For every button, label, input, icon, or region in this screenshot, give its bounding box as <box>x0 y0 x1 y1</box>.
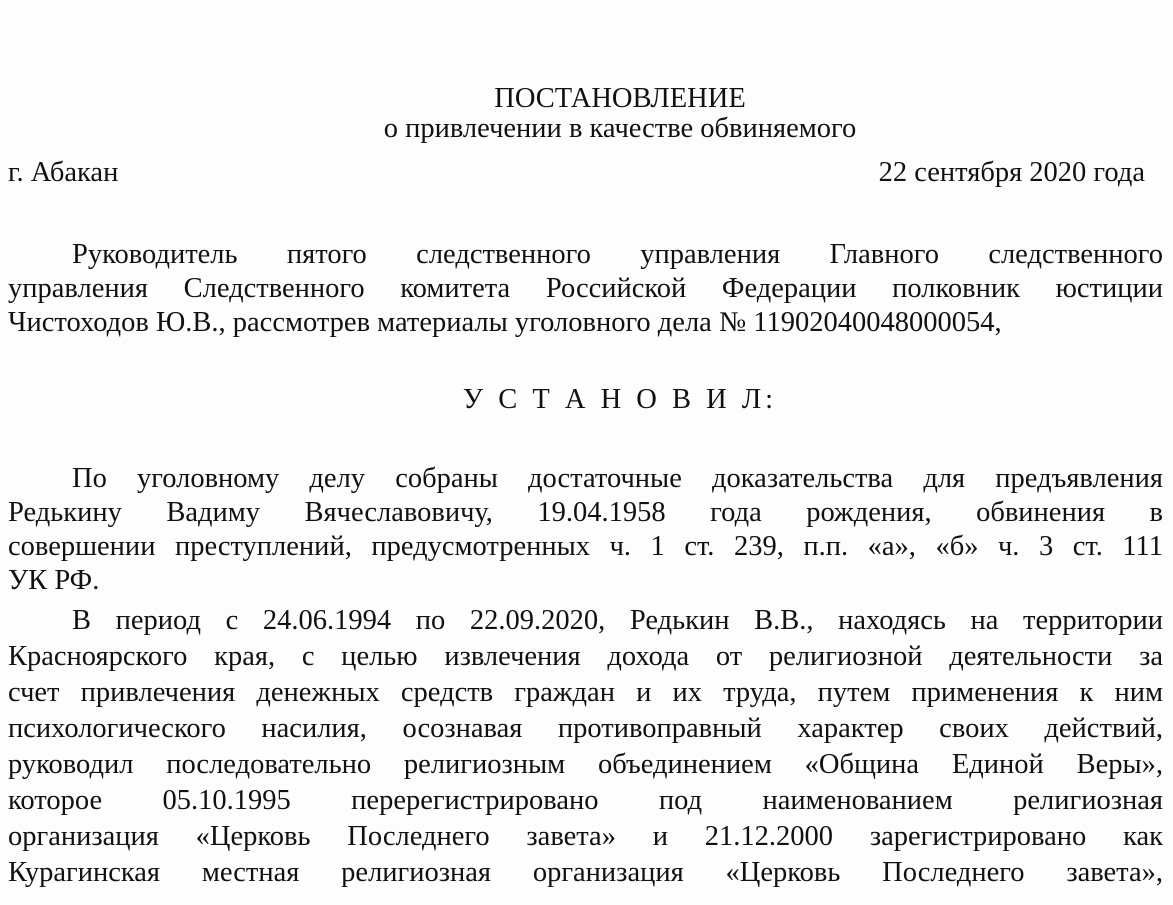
paragraph2-line: счет привлечения денежных средств граждан и их труда, путем применения к ним <box>8 677 1163 708</box>
intro-line: Чистоходов Ю.В., рассмотрев материалы уголовного дела № 11902040048000054, <box>8 307 1002 338</box>
paragraph2-line: Курагинская местная религиозная организация «Церковь Последнего завета», <box>8 857 1163 888</box>
paragraph1-line: совершении преступлений, предусмотренных ч. 1 ст. 239, п.п. «а», «б» ч. 3 ст. 111 <box>8 531 1163 562</box>
paragraph2-line: психологического насилия, осознавая противоправный характер своих действий, <box>8 713 1163 744</box>
paragraph1-line: Редькину Вадиму Вячеславовичу, 19.04.1958 года рождения, обвинения в <box>8 497 1163 528</box>
paragraph1-line: УК РФ. <box>8 565 100 596</box>
paragraph2-line: руководил последовательно религиозным объединением «Община Единой Веры», <box>8 749 1163 780</box>
paragraph2-line: Красноярского края, с целью извлечения дохода от религиозной деятельности за <box>8 641 1163 672</box>
intro-line: управления Следственного комитета Российской Федерации полковник юстиции <box>8 273 1163 304</box>
document-title: ПОСТАНОВЛЕНИЕ <box>494 83 746 114</box>
paragraph2-line: организация «Церковь Последнего завета» и 21.12.2000 зарегистрировано как <box>8 821 1163 852</box>
section-heading: У С Т А Н О В И Л: <box>462 384 778 415</box>
document-subtitle: о привлечении в качестве обвиняемого <box>383 113 857 144</box>
paragraph1-line: По уголовному делу собраны достаточные доказательства для предъявления <box>72 463 1163 494</box>
intro-line: Руководитель пятого следственного управления Главного следственного <box>72 239 1163 270</box>
document-city: г. Абакан <box>8 157 119 188</box>
document-date: 22 сентября 2020 года <box>878 157 1145 188</box>
paragraph2-line: которое 05.10.1995 перерегистрировано под наименованием религиозная <box>8 785 1163 816</box>
paragraph2-line: В период с 24.06.1994 по 22.09.2020, Редькин В.В., находясь на территории <box>72 605 1163 636</box>
